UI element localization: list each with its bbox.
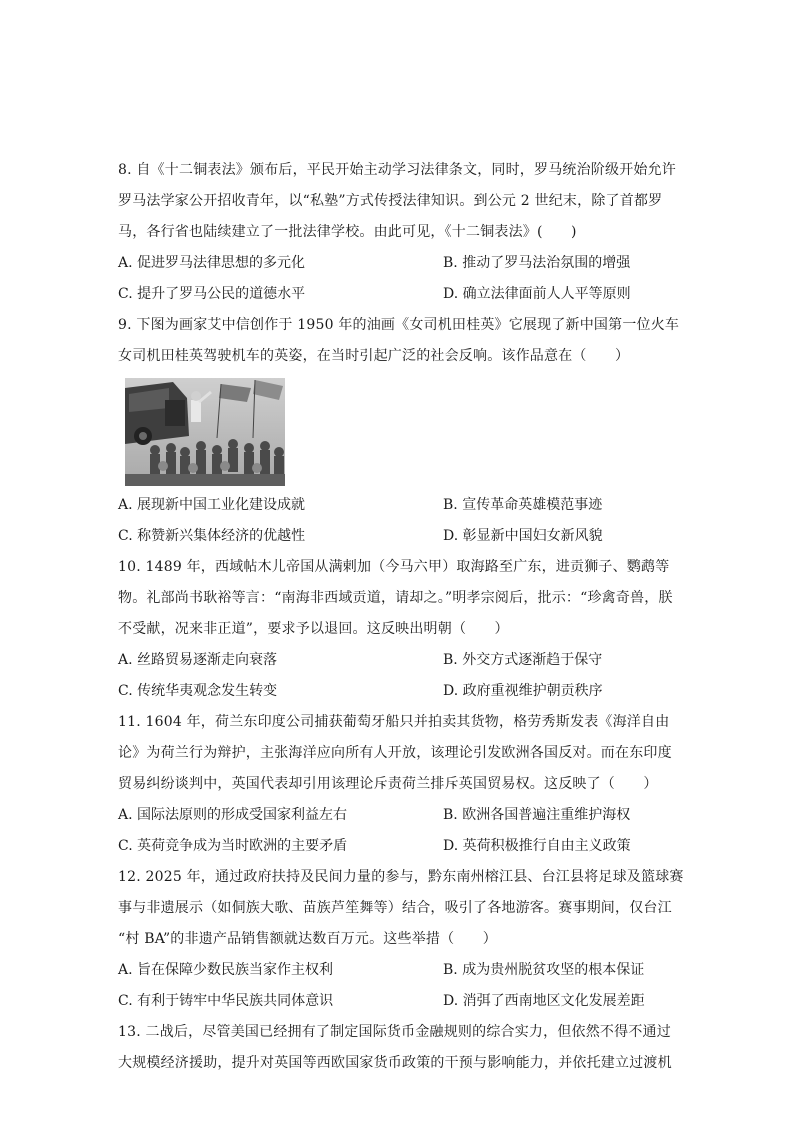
question-13-line-1: 13. 二战后，尽管美国已经拥有了制定国际货币金融规则的综合实力，但依然不得不通过 bbox=[118, 1024, 671, 1040]
option-d: D. 确立法律面前人人平等原则 bbox=[443, 286, 631, 302]
exam-page bbox=[118, 155, 684, 1079]
question-11-line-3: 贸易纠纷谈判中，英国代表却引用该理论斥责荷兰排斥英国贸易权。这反映了（ ） bbox=[118, 776, 658, 792]
question-12-options-row-1 bbox=[118, 955, 678, 986]
question-11-options-row-1 bbox=[118, 800, 678, 831]
question-10-options-row-2 bbox=[118, 676, 678, 707]
question-8-options-row-1 bbox=[118, 248, 678, 279]
question-8-line-2: 罗马法学家公开招收青年，以“私塾”方式传授法律知识。到公元 2 世纪末，除了首都罗 bbox=[118, 193, 663, 209]
option-c: C. 提升了罗马公民的道德水平 bbox=[118, 286, 306, 302]
question-8-line-3: 马，各行省也陆续建立了一批法律学校。由此可见，《十二铜表法》( ) bbox=[118, 224, 577, 240]
option-d: D. 彰显新中国妇女新风貌 bbox=[443, 528, 603, 544]
question-10-line-3: 不受献，况来非正道”，要求予以退回。这反映出明朝（ ） bbox=[118, 621, 509, 637]
question-10-line-2: 物。礼部尚书耿裕等言：“南海非西域贡道，请却之。”明孝宗阅后，批示：“珍禽奇兽，朕 bbox=[118, 590, 673, 606]
question-12-line-3: “村 BA”的非遗产品销售额就达数百万元。这些举措（ ） bbox=[118, 931, 497, 947]
question-10-line-1: 10. 1489 年，西域帖木儿帝国从满剌加（今马六甲）取海路至广东，进贡狮子、鹦鹉等 bbox=[118, 559, 670, 575]
option-b: B. 成为贵州脱贫攻坚的根本保证 bbox=[443, 962, 645, 978]
oil-painting-image bbox=[125, 378, 285, 486]
question-11-line-2: 论》为荷兰行为辩护，主张海洋应向所有人开放，该理论引发欧洲各国反对。而在东印度 bbox=[118, 745, 672, 761]
question-10-options-row-1 bbox=[118, 645, 678, 676]
question-9 bbox=[118, 310, 678, 552]
option-b: B. 推动了罗马法治氛围的增强 bbox=[443, 255, 631, 271]
question-11-line-1: 11. 1604 年，荷兰东印度公司捕获葡萄牙船只并拍卖其货物，格劳秀斯发表《海洋自由 bbox=[118, 714, 670, 730]
question-9-options-row-1 bbox=[118, 490, 678, 521]
option-d: D. 政府重视维护朝贡秩序 bbox=[443, 683, 603, 699]
question-11 bbox=[118, 707, 678, 862]
option-d: D. 英荷积极推行自由主义政策 bbox=[443, 838, 631, 854]
question-12 bbox=[118, 862, 684, 1017]
question-10 bbox=[118, 552, 678, 707]
question-13-line-2: 大规模经济援助，提升对英国等西欧国家货币政策的干预与影响能力，并依托建立过渡机 bbox=[118, 1055, 672, 1071]
option-a: A. 国际法原则的形成受国家利益左右 bbox=[118, 807, 348, 823]
question-13 bbox=[118, 1017, 678, 1079]
option-b: B. 外交方式逐渐趋于保守 bbox=[443, 652, 603, 668]
question-12-line-1: 12. 2025 年，通过政府扶持及民间力量的参与，黔东南州榕江县、台江县将足球及篮球赛 bbox=[118, 869, 684, 885]
question-8-options-row-2 bbox=[118, 279, 678, 310]
option-a: A. 促进罗马法律思想的多元化 bbox=[118, 255, 306, 271]
question-9-line-1: 9. 下图为画家艾中信创作于 1950 年的油画《女司机田桂英》它展现了新中国第一位火车 bbox=[118, 317, 680, 333]
question-12-options-row-2 bbox=[118, 986, 678, 1017]
question-8 bbox=[118, 155, 678, 310]
option-a: A. 旨在保障少数民族当家作主权利 bbox=[118, 962, 334, 978]
question-8-line-1: 8. 自《十二铜表法》颁布后，平民开始主动学习法律条文，同时，罗马统治阶级开始允许 bbox=[118, 162, 677, 178]
option-c: C. 有利于铸牢中华民族共同体意识 bbox=[118, 993, 334, 1009]
option-d: D. 消弭了西南地区文化发展差距 bbox=[443, 993, 645, 1009]
option-b: B. 欧洲各国普遍注重维护海权 bbox=[443, 807, 631, 823]
option-c: C. 称赞新兴集体经济的优越性 bbox=[118, 528, 306, 544]
question-9-line-2: 女司机田桂英驾驶机车的英姿，在当时引起广泛的社会反响。该作品意在（ ） bbox=[118, 348, 630, 364]
option-c: C. 传统华夷观念发生转变 bbox=[118, 683, 278, 699]
option-a: A. 展现新中国工业化建设成就 bbox=[118, 497, 306, 513]
option-a: A. 丝路贸易逐渐走向衰落 bbox=[118, 652, 278, 668]
question-11-options-row-2 bbox=[118, 831, 678, 862]
question-9-options-row-2 bbox=[118, 521, 678, 552]
option-c: C. 英荷竞争成为当时欧洲的主要矛盾 bbox=[118, 838, 348, 854]
option-b: B. 宣传革命英雄模范事迹 bbox=[443, 497, 603, 513]
question-12-line-2: 事与非遗展示（如侗族大歌、苗族芦笙舞等）结合，吸引了各地游客。赛事期间，仅台江 bbox=[118, 900, 672, 916]
